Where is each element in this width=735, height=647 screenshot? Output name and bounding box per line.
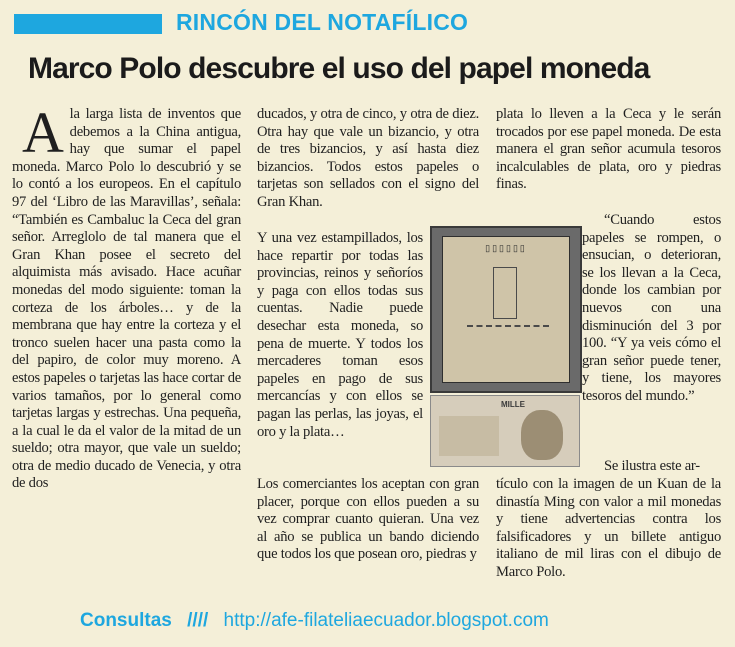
section-title: RINCÓN DEL NOTAFÍLICO <box>176 9 469 35</box>
column-3-end-a-text: Se ilustra este ar- <box>604 458 700 474</box>
column-2-top-text: ducados, y otra de cinco, y otra de diez. Otra hay que vale un bizancio, y otra de tres bizancios, y así hasta diez bizancios. Todos estos papeles o tarjetas son sellados con el signo del Gran Khan. <box>257 106 479 210</box>
footer-separator: //// <box>187 610 209 631</box>
column-3-quote-text: “Cuando estos papeles se rompen, o ensucian, o deterioran, se los llevan a la Ceca, donde los cambian por nuevos con una disminución del 3 por 100. “Y ya veis cómo el gran señor puede tener, y tiene, los mayores tesoros del mundo.” <box>582 212 721 404</box>
column-3-end-b-text: tículo con la imagen de un Kuan de la dinastía Ming con valor a mil monedas y tiene advertencias contra los falsificadores y un billete antiguo italiano de mil liras con el dibujo de Marco Polo. <box>496 476 721 580</box>
column-2-narrow <box>257 230 423 441</box>
lira-pattern <box>439 416 499 456</box>
column-1-text: la larga lista de inventos que debemos a la China antigua, hay que sumar el papel moneda. Marco Polo lo descubrió y se lo contó a los europeos. En el capítulo 97 del ‘Libro de las Maravillas’, señala: “También es Cambaluc la Ceca del gran señor. Arreglolo de tal manera que el Gran Khan posee el secreto del alquimista más avisado. Hace acuñar monedas del modo siguiente: toman la corteza de los árboles… y de la membrana que hay entre la corteza y el tronco suelen hacer una pasta como la del papiro, de color muy moreno. A estos papeles o tarjetas las hace cortar de varios tamaños, por lo general como tarjetas largas y estrechas. Una pequeña, a la cual le da el valor de la mitad de un sueldo; otra mayor, que vale un sueldo; otra de medio ducado de Venecia, y otra de dos <box>12 106 241 492</box>
column-2-bottom-text: Los comerciantes los aceptan con gran placer, porque con ellos pueden a su vez comprar cuanto quieran. Una vez al año se publica un bando diciendo que todos los que posean oro, piedras y <box>257 476 479 563</box>
column-2-narrow-text: Y una vez estampillados, los hace repartir por todas las provincias, reinos y señoríos y paga con ellos todas sus cuentas. Nadie puede desechar esta moneda, so pena de muerte. Y todos los mercaderes toman esos papeles en pago de sus mercancías y con ellos se pagan las perlas, las joyas, el oro y la plata… <box>257 230 423 440</box>
ming-kuan-banknote-image <box>430 226 582 393</box>
drop-cap: A <box>22 100 64 165</box>
article-headline: Marco Polo descubre el uso del papel moneda <box>28 52 650 85</box>
banknote-coin-strings <box>467 325 549 361</box>
column-3-top-text: plata lo lleven a la Ceca y le serán trocados por ese papel moneda. De esta manera el gran señor acumula tesoros incalculables de plata, oro y piedras finas. <box>496 106 721 193</box>
section-color-bar <box>14 14 162 34</box>
footer-contact <box>80 610 549 632</box>
column-1 <box>12 100 241 493</box>
marco-polo-portrait <box>521 410 563 460</box>
column-3-end-a <box>582 458 721 476</box>
italian-lira-banknote-image <box>430 395 580 467</box>
column-3 <box>496 106 721 194</box>
column-3-end-b <box>496 476 721 582</box>
column-3-quote <box>582 212 721 406</box>
column-2 <box>257 106 479 212</box>
column-2-bottom <box>257 476 479 564</box>
banknote-center-panel <box>493 267 517 319</box>
lira-label: MILLE <box>501 400 525 409</box>
footer-url-link[interactable]: http://afe-filateliaecuador.blogspot.com <box>223 610 549 631</box>
banknote-glyphs: ▯▯▯▯▯▯ <box>485 243 527 253</box>
footer-label: Consultas <box>80 610 172 631</box>
